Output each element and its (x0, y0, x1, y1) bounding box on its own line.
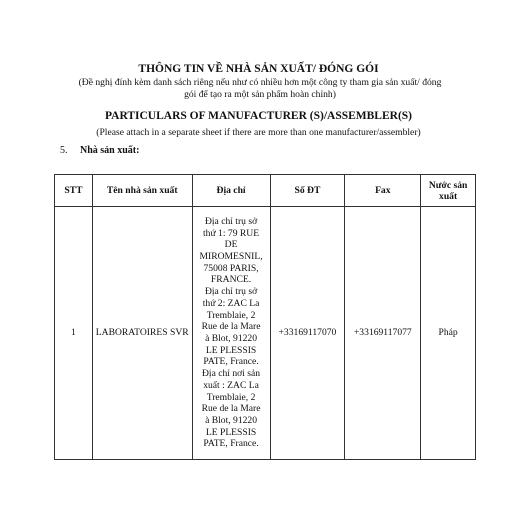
address-line: 75008 PARIS, (203, 262, 259, 274)
note-vietnamese-line-1: (Đề nghị đính kèm danh sách riêng nếu như có nhiều hơn một công ty tham gia sản xuất/ đóng (78, 77, 442, 88)
address-line: Tremblaie, 2 (206, 391, 256, 403)
section-number: 5. (60, 145, 68, 156)
cell-stt: 1 (55, 207, 93, 460)
address-line: FRANCE. (210, 274, 252, 286)
section-heading (60, 145, 139, 156)
address-line: Tremblaie, 2 (206, 309, 256, 321)
address-line: PATE, France. (203, 438, 259, 450)
address-line: Rue de la Mare (201, 321, 261, 333)
address-line: thứ 2: ZAC La (202, 297, 260, 309)
column-header-name: Tên nhà sản xuất (92, 175, 192, 207)
address-line: Rue de la Mare (201, 403, 261, 415)
address-line: LE PLESSIS (205, 426, 257, 438)
table-header-row (55, 175, 476, 207)
address-line: à Blot, 91220 (205, 414, 258, 426)
note-vietnamese (50, 77, 470, 100)
address-line: DE (224, 239, 238, 251)
title-vietnamese: THÔNG TIN VỀ NHÀ SẢN XUẤT/ ĐÓNG GÓI (138, 63, 379, 75)
note-vietnamese-line-2: gói để tạo ra một sản phẩm hoàn chỉnh) (184, 88, 336, 100)
address-line: à Blot, 91220 (205, 333, 258, 344)
address-line: Địa chỉ nơi sản (202, 368, 261, 380)
column-header-stt: STT (55, 175, 93, 207)
column-header-address: Địa chỉ (192, 175, 270, 207)
section-label: Nhà sản xuất: (80, 145, 140, 156)
cell-country: Pháp (421, 207, 476, 460)
note-english: (Please attach in a separate sheet if there are more than one manufacturer/assembler) (96, 127, 421, 138)
column-header-phone: Số ĐT (270, 175, 345, 207)
address-line: Địa chỉ trụ sở (204, 215, 258, 227)
cell-phone: +33169117070 (270, 207, 345, 460)
title-english: PARTICULARS OF MANUFACTURER (S)/ASSEMBLER(S) (104, 110, 413, 122)
manufacturer-table (54, 174, 476, 460)
cell-manufacturer-name: LABORATOIRES SVR (92, 207, 192, 460)
cell-address (192, 207, 270, 460)
column-header-fax: Fax (345, 175, 421, 207)
address-line: thứ 1: 79 RUE (203, 227, 260, 239)
cell-fax: +33169117077 (345, 207, 421, 460)
address-line: LE PLESSIS (205, 344, 257, 356)
column-header-country: Nước sản xuất (421, 175, 476, 207)
table-row (55, 207, 476, 460)
address-line: MIROMESNIL, (199, 251, 263, 263)
address-line: xuất : ZAC La (203, 379, 259, 391)
address-line: Địa chỉ trụ sở (204, 286, 258, 298)
address-line: PATE, France. (203, 356, 259, 368)
